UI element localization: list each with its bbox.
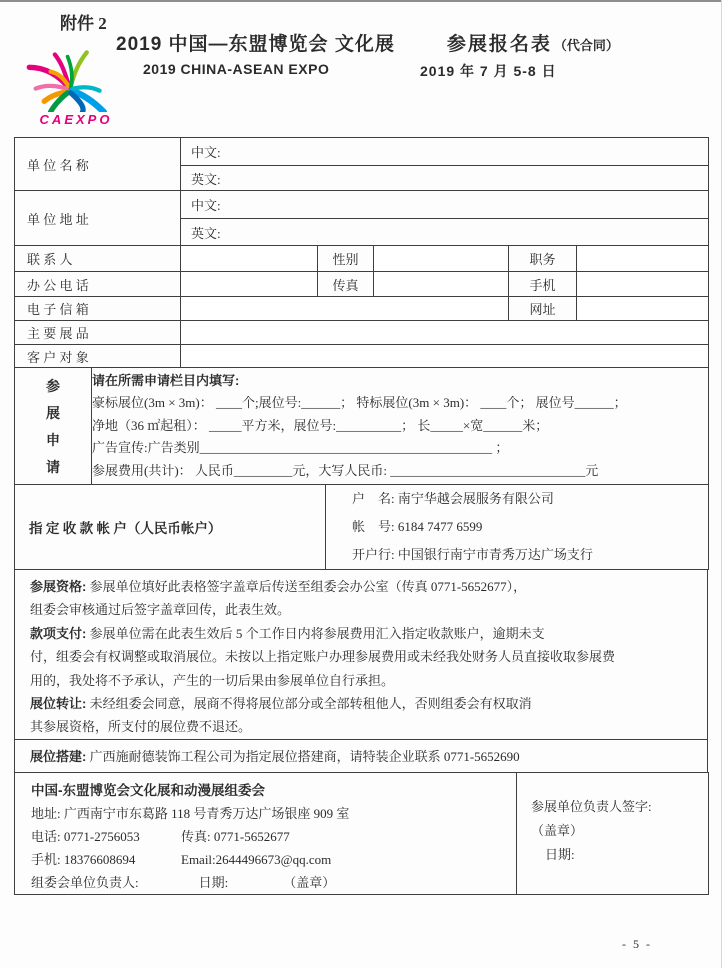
transfer-terms-line: 展位转让: 未经组委会同意，展商不得将展位部分或全部转租他人，否则组委会有权取消	[30, 696, 532, 712]
expo-dates: 2019 年 7 月 5-8 日	[420, 63, 557, 79]
committee-seal-label: （盖章）	[283, 874, 336, 890]
gender-label: 性别	[318, 246, 374, 272]
account-holder: 户 名: 南宁华越会展服务有限公司	[352, 491, 554, 506]
email-field	[181, 297, 509, 321]
expo-title-english: 2019 CHINA-ASEAN EXPO	[143, 61, 330, 77]
caexpo-logo	[20, 46, 128, 134]
qualification-line: 组委会审核通过后签字盖章回传，此表生效。	[30, 602, 291, 618]
terms-table	[14, 569, 708, 740]
exhibitor-signature-block	[517, 772, 709, 894]
form-title	[116, 29, 619, 56]
terms-text	[15, 570, 708, 740]
customer-target-label: 客 户 对 象	[15, 345, 181, 368]
mobile-field	[577, 272, 709, 297]
payment-terms-line: 款项支付: 参展单位需在此表生效后 5 个工作日内将参展费用汇入指定收款账户，逾期未支	[30, 625, 545, 641]
unit-name-cn-field: 中文:	[181, 138, 709, 166]
duty-field	[577, 246, 709, 272]
page-number: - 5 -	[622, 937, 652, 951]
unit-address-cn-field: 中文:	[181, 191, 709, 219]
committee-fax: 传真: 0771-5652677	[181, 828, 290, 844]
account-number: 帐 号: 6184 7477 6599	[352, 519, 483, 534]
exhibitor-date-label: 日期:	[545, 846, 575, 862]
attachment-label: 附件 2	[60, 14, 107, 33]
exhibitor-seal-label: （盖章）	[531, 822, 584, 838]
payment-terms-line: 用的，我处将不予承认，产生的一切后果由参展单位自行承担。	[30, 672, 395, 688]
committee-sign-line	[31, 871, 516, 894]
application-options	[92, 368, 709, 485]
contract-note: （代合同）	[553, 38, 619, 53]
committee-date-label: 日期:	[198, 874, 229, 890]
expo-title: 2019 中国—东盟博览会 文化展	[116, 34, 395, 55]
mobile-label: 手机	[509, 272, 577, 297]
payment-terms-line: 付，组委会有权调整或取消展位。未按以上指定账户办理参展费用或未经我处财务人员直接收取参展费	[30, 649, 616, 665]
form-name: 参展报名表	[446, 34, 552, 55]
payment-account-table	[14, 484, 709, 570]
transfer-terms-line: 其参展资格，所支付的展位费不退还。	[30, 719, 252, 735]
gender-field	[374, 246, 509, 272]
office-phone-label: 办 公 电 话	[15, 272, 181, 297]
contact-person-label: 联 系 人	[15, 246, 181, 272]
committee-mobile: 手机: 18376608694	[31, 851, 136, 867]
website-label: 网址	[509, 297, 577, 321]
office-phone-field	[181, 272, 318, 297]
registration-form	[14, 138, 708, 895]
committee-address: 地址: 广西南宁市东葛路 118 号青秀万达广场银座 909 室	[31, 805, 350, 821]
account-label: 指 定 收 款 帐 户（人民币帐户）	[15, 485, 326, 570]
committee-email: Email:2644496673@qq.com	[181, 851, 332, 867]
caexpo-starburst-icon	[20, 46, 128, 112]
application-label: 参 展 申 请	[15, 368, 92, 485]
account-details	[326, 485, 709, 570]
standard-booth-line: 豪标展位(3m × 3m)： ____个;展位号:______； 特标展位(3m × 3m)： ____个； 展位号______；	[92, 395, 627, 411]
scan-edge-artifact	[0, 0, 722, 2]
committee-table	[14, 772, 709, 895]
website-field	[577, 297, 709, 321]
account-bank: 开户行: 中国银行南宁市青秀万达广场支行	[352, 547, 593, 562]
committee-name: 中国-东盟博览会文化展和动漫展组委会	[31, 782, 265, 798]
committee-contact-block	[15, 772, 517, 894]
advertising-line: 广告宣传:广告类别_____________________________________________ ；	[92, 440, 509, 456]
caexpo-wordmark: CAEXPO	[39, 112, 113, 127]
unit-address-en-field: 英文:	[181, 219, 709, 246]
builder-table	[14, 739, 708, 773]
qualification-line: 参展资格: 参展单位填好此表格签字盖章后传送至组委会办公室（传真 0771-5652677），	[30, 579, 527, 594]
exhibitor-sign-label: 参展单位负责人签字:	[531, 798, 652, 814]
builder-line: 展位搭建: 广西施耐德装饰工程公司为指定展位搭建商，请特装企业联系 0771-5652690	[15, 739, 708, 772]
application-instruction: 请在所需申请栏目内填写:	[92, 372, 240, 388]
main-exhibits-label: 主 要 展 品	[15, 321, 181, 345]
unit-address-label: 单 位 地 址	[15, 191, 181, 246]
fax-field	[374, 272, 509, 297]
raw-space-line: 净地（36 ㎡起租）： _____平方米，展位号:__________； 长_____×宽______米；	[92, 417, 549, 433]
committee-mobile-line	[31, 848, 516, 871]
fee-total-line: 参展费用(共计)： 人民币_________元，大写人民币: ______________________________元	[92, 462, 599, 478]
application-table	[14, 367, 709, 485]
unit-name-en-field: 英文:	[181, 166, 709, 191]
committee-responsible-label: 组委会单位负责人:	[31, 874, 139, 890]
committee-phone-line	[31, 825, 516, 848]
contact-person-field	[181, 246, 318, 272]
fax-label: 传真	[318, 272, 374, 297]
email-label: 电 子 信 箱	[15, 297, 181, 321]
unit-name-label: 单 位 名 称	[15, 138, 181, 191]
duty-label: 职务	[509, 246, 577, 272]
committee-phone: 电话: 0771-2756053	[31, 828, 140, 844]
main-exhibits-field	[181, 321, 709, 345]
basic-info-table	[14, 137, 709, 368]
customer-target-field	[181, 345, 709, 368]
